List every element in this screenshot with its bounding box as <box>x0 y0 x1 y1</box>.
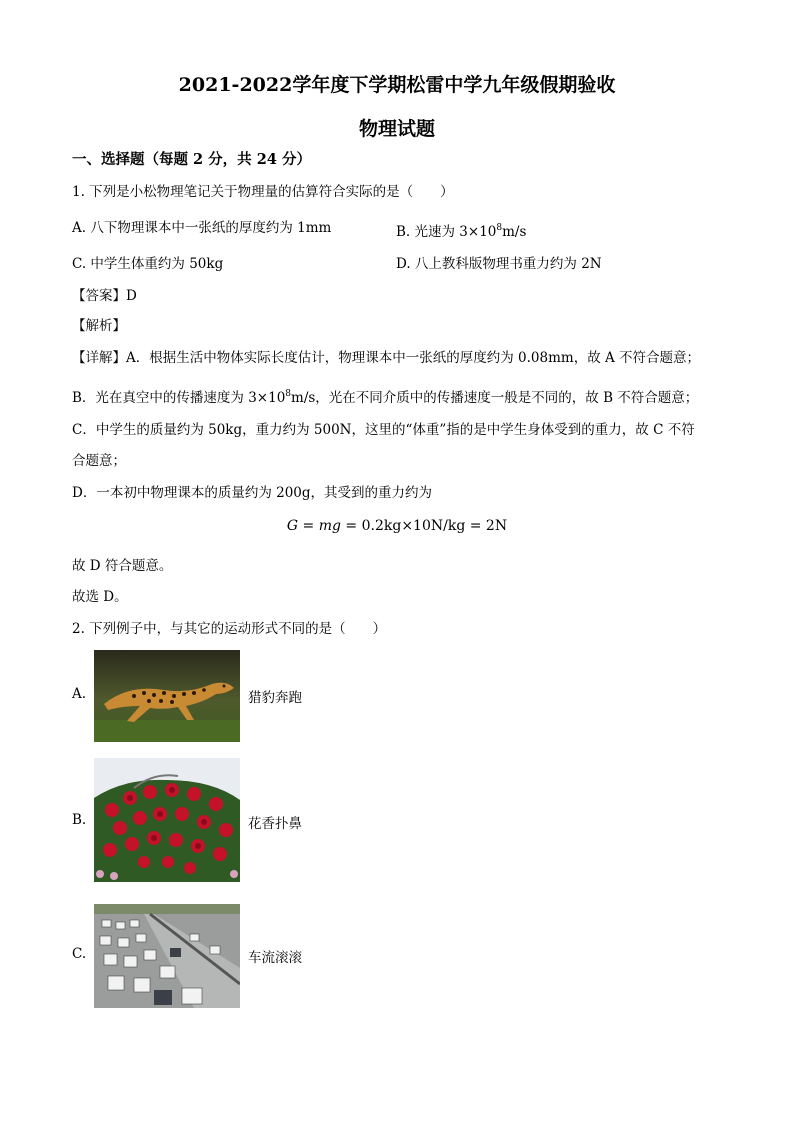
question-2-option-c-caption: 车流滚滚 <box>248 950 302 966</box>
question-1-option-b: B. 光速为 $3\times 10^8m/s$ <box>396 223 527 240</box>
question-2-option-a-caption: 猎豹奔跑 <box>248 690 302 706</box>
question-2-option-b-label: B. <box>72 812 87 828</box>
question-2-option-c-label: C. <box>72 946 87 962</box>
question-1-option-a: A. 八下物理课本中一张纸的厚度约为 1mm <box>72 220 332 236</box>
detail-c-line2: 合题意； <box>72 453 126 469</box>
answer-label: 【答案】D <box>72 288 137 304</box>
question-2-stem: 2. 下列例子中，与其它的运动形式不同的是（ ） <box>72 621 387 637</box>
question-1-option-c: C. 中学生体重约为 50kg <box>72 256 224 272</box>
cheetah-image <box>94 650 240 742</box>
detail-a: 【详解】A．根据生活中物体实际长度估计，物理课本中一张纸的厚度约为 0.08mm，故 A 不符合题意； <box>72 350 701 366</box>
detail-c-line1: C．中学生的质量约为 50kg，重力约为 500N，这里的“体重”指的是中学生身体受到的重力，故 C 不符 <box>72 422 695 438</box>
roses-image <box>94 758 240 882</box>
page-subtitle: 物理试题 <box>358 118 435 140</box>
detail-d: D．一本初中物理课本的质量约为 200g，其受到的重力约为 <box>72 485 433 501</box>
question-2-option-a-label: A. <box>72 686 87 702</box>
question-1-option-d: D. 八上教科版物理书重力约为 2N <box>396 256 602 272</box>
detail-b: B．光在真空中的传播速度为 $3\times 10^8m/s$，光在不同介质中的传播速度一般是不同的，故 B 不符合题意； <box>72 389 699 406</box>
traffic-image <box>94 904 240 1008</box>
analysis-label: 【解析】 <box>72 318 126 334</box>
question-1-stem: 1. 下列是小松物理笔记关于物理量的估算符合实际的是（ ） <box>72 184 454 200</box>
section-heading: 一、选择题（每题 2 分，共 24 分） <box>72 151 311 168</box>
conclusion-line1: 故 D 符合题意。 <box>72 558 173 574</box>
question-2-option-b-caption: 花香扑鼻 <box>248 816 302 832</box>
conclusion-line2: 故选 D。 <box>72 589 128 605</box>
page-title: 2021-2022学年度下学期松雷中学九年级假期验收 <box>178 74 616 96</box>
gravity-formula: G = mg = 0.2kg×10N/kg = 2N <box>286 518 508 534</box>
